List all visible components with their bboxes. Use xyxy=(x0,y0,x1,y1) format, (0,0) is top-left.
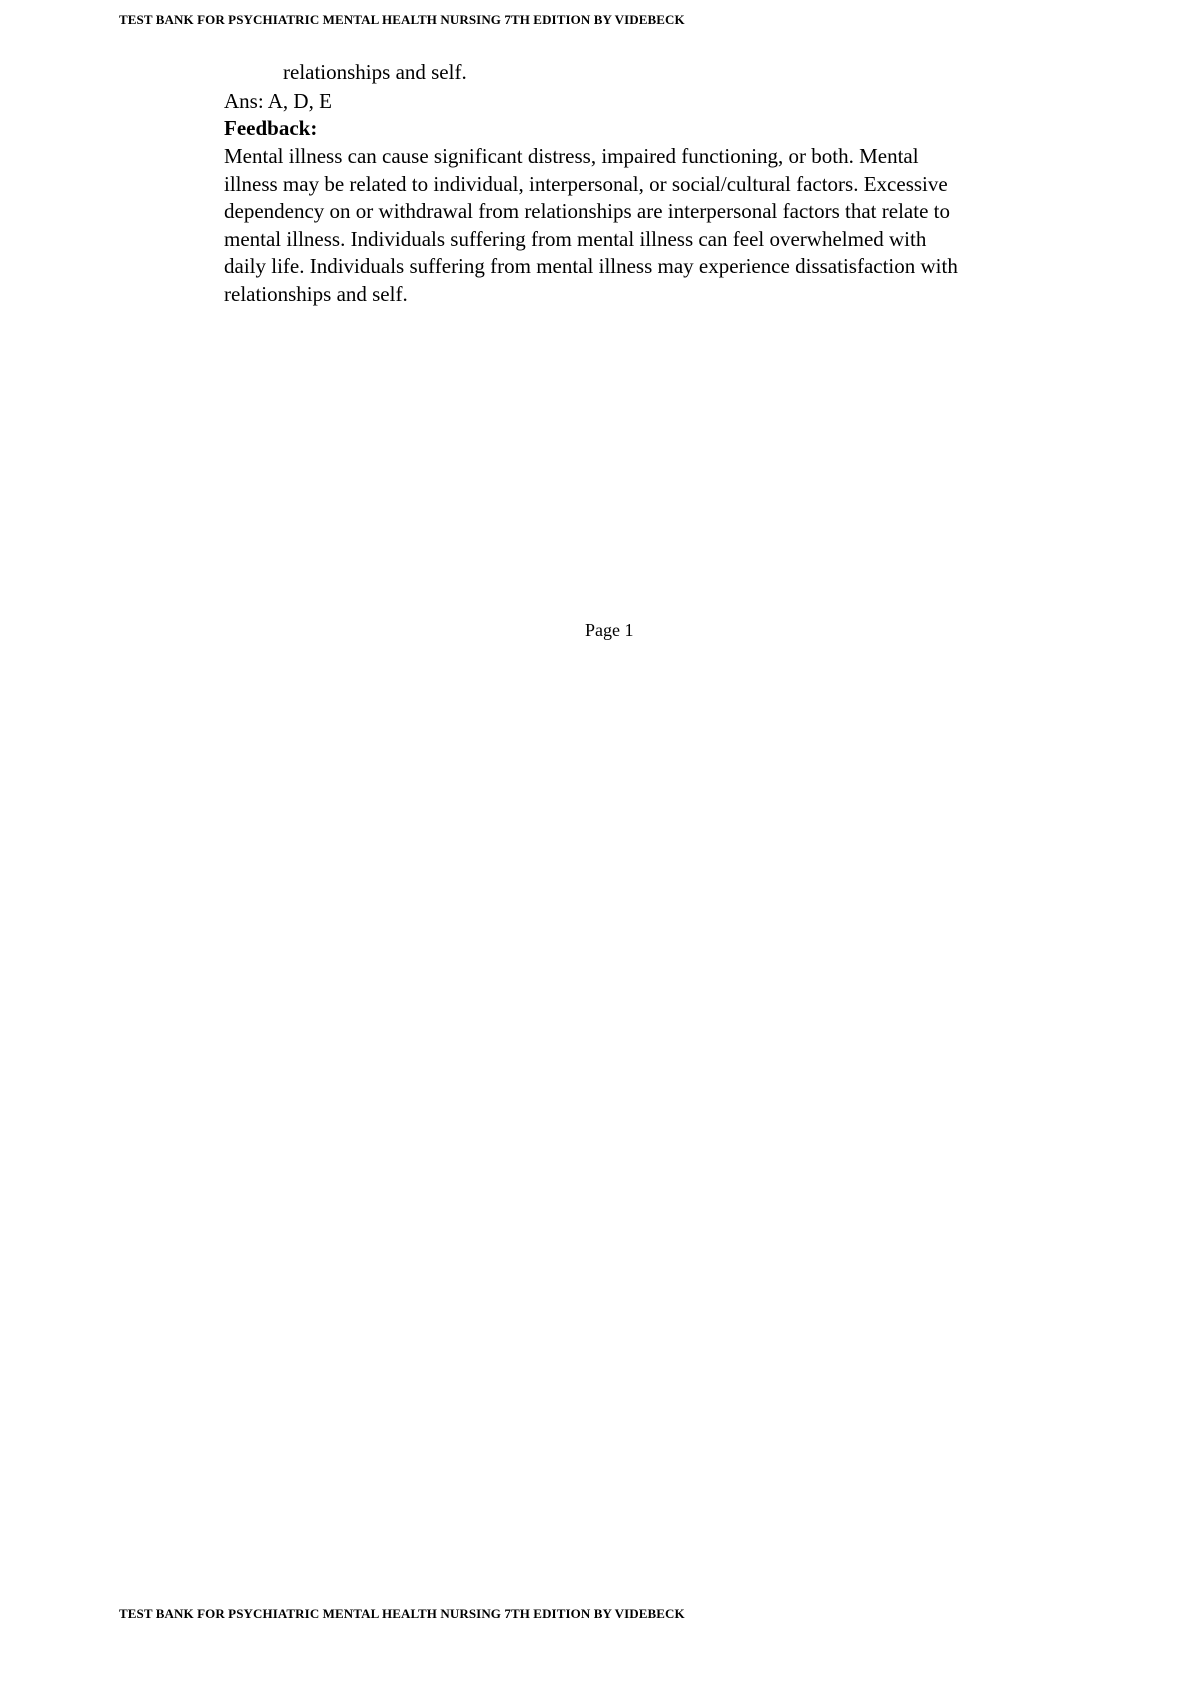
answer-key: Ans: A, D, E xyxy=(224,89,332,113)
feedback-paragraph xyxy=(224,143,958,309)
feedback-line: relationships and self. xyxy=(224,281,408,306)
feedback-line: illness may be related to individual, interpersonal, or social/cultural factors. Excessive xyxy=(224,171,948,196)
feedback-line: Mental illness can cause significant distress, impaired functioning, or both. Mental xyxy=(224,144,919,168)
feedback-line: mental illness. Individuals suffering from mental illness can feel overwhelmed with xyxy=(224,226,927,251)
page-footer: TEST BANK FOR PSYCHIATRIC MENTAL HEALTH NURSING 7TH EDITION BY VIDEBECK xyxy=(119,1606,685,1621)
option-continuation-text: relationships and self. xyxy=(283,60,467,84)
page-number: Page 1 xyxy=(585,620,634,640)
feedback-line: dependency on or withdrawal from relationships are interpersonal factors that relate to xyxy=(224,199,950,224)
page-header: TEST BANK FOR PSYCHIATRIC MENTAL HEALTH NURSING 7TH EDITION BY VIDEBECK xyxy=(119,12,685,27)
feedback-line: daily life. Individuals suffering from mental illness may experience dissatisfaction with xyxy=(224,254,958,279)
feedback-heading: Feedback: xyxy=(224,116,318,140)
